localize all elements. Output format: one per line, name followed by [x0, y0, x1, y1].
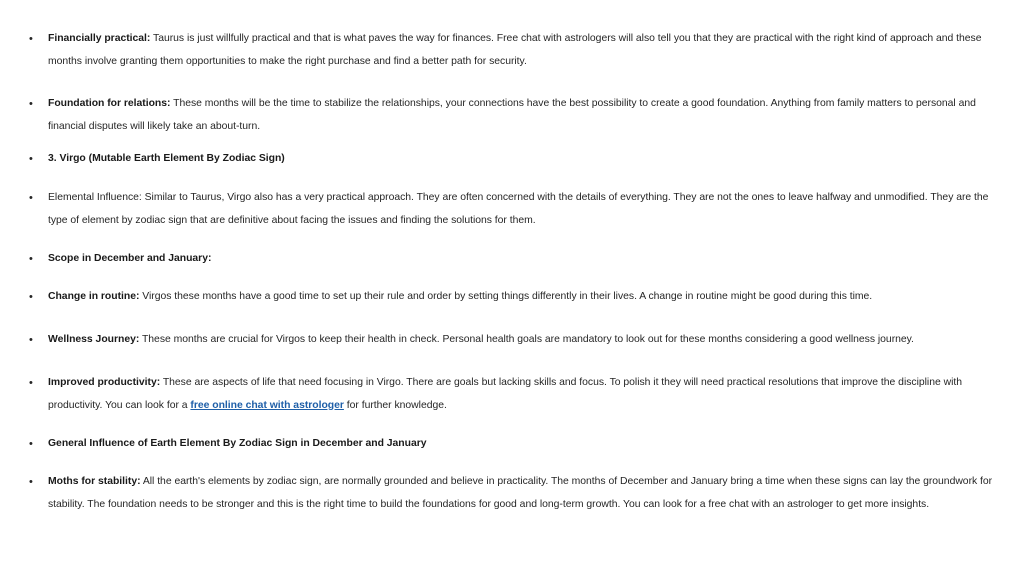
bullet-icon: • — [29, 253, 33, 265]
list-item-text — [48, 329, 1006, 352]
item-label: General Influence of Earth Element By Zodiac Sign in December and January — [48, 438, 427, 449]
list-item-text — [48, 93, 1006, 138]
list-item-text — [48, 187, 1006, 232]
list-item-text — [48, 286, 1006, 309]
item-body: Elemental Influence: Similar to Taurus, Virgo also has a very practical approach. They are often concerned with the details of everything. They are not the ones to leave halfway and unmodified. They are the type of element by zodiac sign that are definitive about facing the issues and finding the solutions for them. — [48, 192, 989, 226]
list-item-text — [48, 372, 1006, 417]
item-label: Wellness Journey: — [48, 334, 140, 345]
section-heading — [48, 433, 1006, 456]
bullet-icon: • — [29, 334, 33, 346]
item-body: Taurus is just willfully practical and that is what paves the way for finances. Free chat with astrologers will also tell you that they are practical with the right kind of approach and these months involve granting them opportunities to make the right purchase and find a better path for security. — [48, 33, 982, 67]
bullet-icon: • — [29, 476, 33, 488]
list-item-text — [48, 471, 1006, 516]
bullet-icon: • — [29, 192, 33, 204]
item-body-after: for further knowledge. — [343, 399, 447, 411]
item-label: Financially practical: — [48, 33, 151, 44]
bullet-icon: • — [29, 98, 33, 110]
item-label: Change in routine: — [48, 291, 140, 302]
item-label: Scope in December and January: — [48, 253, 212, 264]
bullet-icon: • — [29, 377, 33, 389]
list-item-text — [48, 28, 1006, 73]
item-body: These months will be the time to stabilize the relationships, your connections have the best possibility to create a good foundation. Anything from family matters to personal and financial disputes will likely take an about-turn. — [48, 98, 976, 132]
item-body: All the earth's elements by zodiac sign, are normally grounded and believe in practicality. The months of December and January bring a time when these signs can lay the groundwork for stability. The foundation needs to be stronger and this is the right time to build the foundations for good and long-term growth. You can look for a free chat with an astrologer to get more insights. — [48, 476, 993, 510]
bullet-icon: • — [29, 438, 33, 450]
section-heading — [48, 248, 1006, 271]
item-label: Foundation for relations: — [48, 98, 171, 109]
bullet-icon: • — [29, 33, 33, 45]
item-label: 3. Virgo (Mutable Earth Element By Zodiac Sign) — [48, 153, 285, 164]
item-label: Improved productivity: — [48, 377, 161, 388]
item-body: Virgos these months have a good time to set up their rule and order by setting things differently in their lives. A change in routine might be good during this time. — [139, 291, 873, 302]
item-label: Moths for stability: — [48, 476, 141, 487]
bullet-icon: • — [29, 291, 33, 303]
item-body: These are aspects of life that need focusing in Virgo. There are goals but lacking skills and focus. To polish it they will need practical resolutions that improve the discipline with productivity. You can look for a — [48, 377, 962, 411]
item-body: These months are crucial for Virgos to keep their health in check. Personal health goals are mandatory to look out for these months considering a good wellness journey. — [139, 334, 914, 345]
section-heading — [48, 148, 1006, 171]
astrologer-chat-link[interactable]: free online chat with astrologer — [190, 399, 344, 411]
bullet-icon: • — [29, 153, 33, 165]
